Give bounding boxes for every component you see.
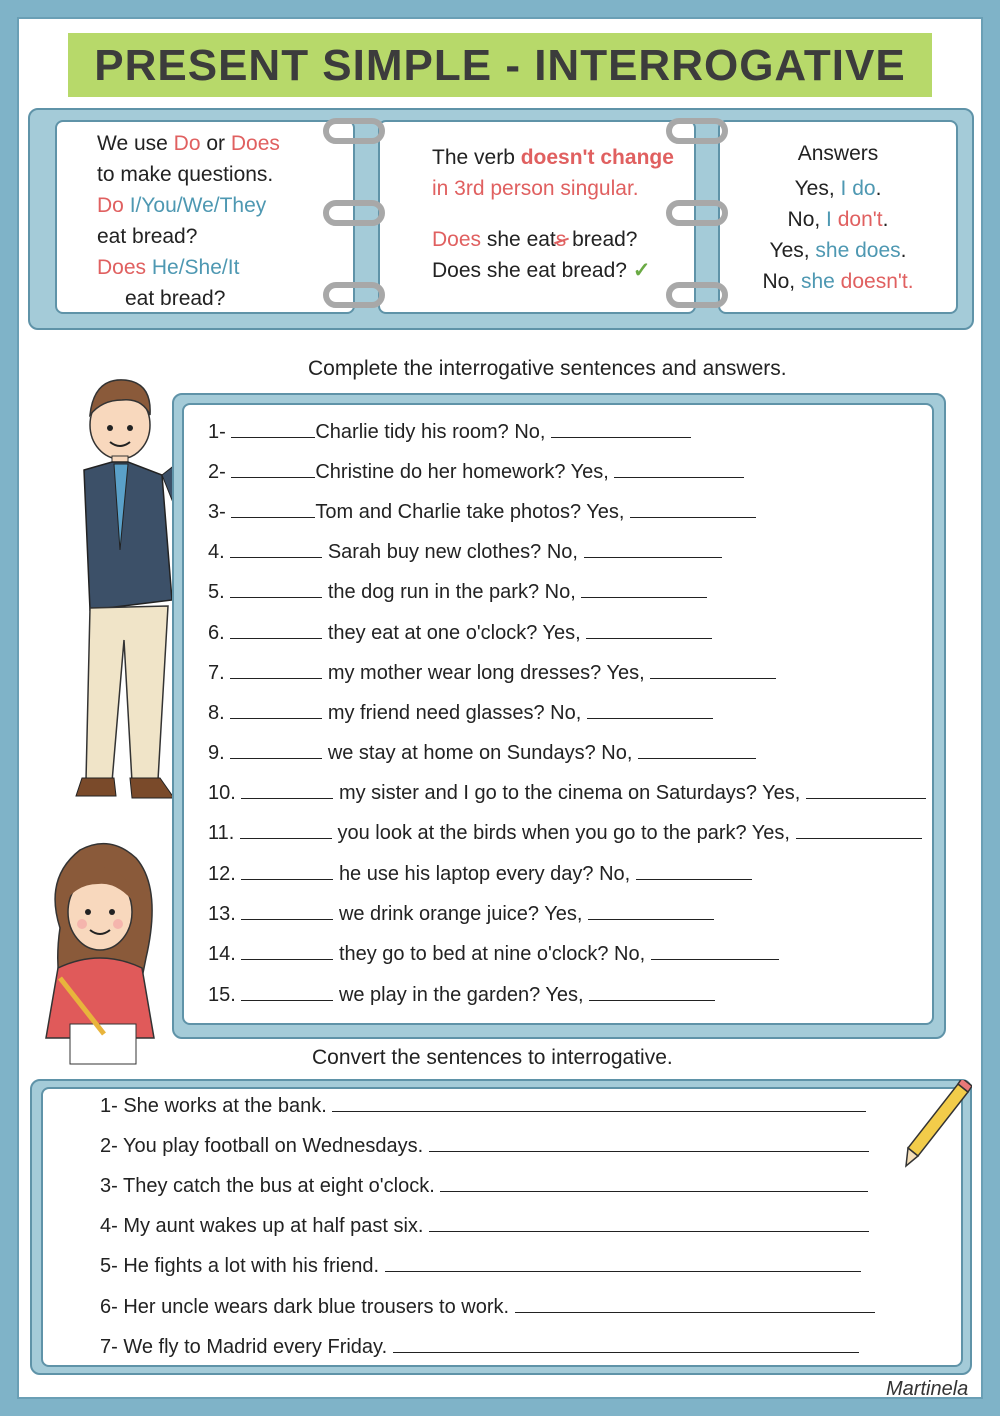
answer-blank[interactable] (241, 901, 333, 920)
exercise-line: 2- Christine do her homework? Yes, (208, 459, 744, 484)
answer-blank[interactable] (241, 861, 333, 880)
answer-blank[interactable] (584, 539, 722, 558)
exercise-line: 11. you look at the birds when you go to the park? Yes, (208, 820, 922, 845)
exercise-line: 14. they go to bed at nine o'clock? No, (208, 941, 779, 966)
answer-blank[interactable] (231, 459, 315, 478)
exercise-line: 1- Charlie tidy his room? No, (208, 419, 691, 444)
answer-blank[interactable] (588, 901, 714, 920)
answer-blank[interactable] (589, 982, 715, 1001)
answer-blank[interactable] (241, 780, 333, 799)
exercise-line: 9. we stay at home on Sundays? No, (208, 740, 756, 765)
answer-blank[interactable] (630, 499, 756, 518)
exercise-line: 13. we drink orange juice? Yes, (208, 901, 714, 926)
check-icon: ✓ (632, 259, 651, 282)
exercise-line: 10. my sister and I go to the cinema on Saturdays? Yes, (208, 780, 926, 805)
answer-blank[interactable] (650, 660, 776, 679)
conversion-line: 7- We fly to Madrid every Friday. (100, 1334, 859, 1359)
answer-blank[interactable] (231, 499, 315, 518)
answer-blank[interactable] (241, 982, 333, 1001)
exercise-line: 6. they eat at one o'clock? Yes, (208, 620, 712, 645)
answer-blank[interactable] (586, 620, 712, 639)
binder-ring-icon (666, 282, 728, 308)
panel-verb-rule: The verb doesn't change in 3rd person singular. Does she eats bread? Does she eat bread? ✓ (378, 120, 696, 314)
exercise-line: 3- Tom and Charlie take photos? Yes, (208, 499, 756, 524)
answer-blank[interactable] (231, 419, 315, 438)
panel-answers: Answers Yes, I do. No, I don't. Yes, she does. No, she doesn't. (718, 120, 958, 314)
panel-usage: We use Do or Does to make questions. Do I/You/We/They eat bread? Does He/She/It eat bread? (55, 120, 355, 314)
answer-blank[interactable] (230, 700, 322, 719)
binder-ring-icon (323, 200, 385, 226)
exercise-line: 12. he use his laptop every day? No, (208, 861, 752, 886)
pencil-icon (900, 1080, 972, 1170)
answer-blank[interactable] (796, 820, 922, 839)
binder-ring-icon (666, 118, 728, 144)
conversion-line: 3- They catch the bus at eight o'clock. (100, 1173, 868, 1198)
answer-blank[interactable] (515, 1294, 875, 1313)
girl-illustration (40, 838, 164, 1074)
exercise-line: 7. my mother wear long dresses? Yes, (208, 660, 776, 685)
answer-blank[interactable] (806, 780, 926, 799)
conversion-line: 1- She works at the bank. (100, 1093, 866, 1118)
answer-blank[interactable] (241, 941, 333, 960)
answer-blank[interactable] (429, 1213, 869, 1232)
answer-blank[interactable] (385, 1253, 861, 1272)
conversion-line: 6- Her uncle wears dark blue trousers to work. (100, 1294, 875, 1319)
answer-blank[interactable] (230, 620, 322, 639)
answer-blank[interactable] (393, 1334, 859, 1353)
answer-blank[interactable] (440, 1173, 868, 1192)
conversion-line: 4- My aunt wakes up at half past six. (100, 1213, 869, 1238)
exercise-line: 5. the dog run in the park? No, (208, 579, 707, 604)
answer-blank[interactable] (651, 941, 779, 960)
answer-blank[interactable] (230, 740, 322, 759)
answer-blank[interactable] (230, 660, 322, 679)
binder-ring-icon (323, 118, 385, 144)
exercise-line: 15. we play in the garden? Yes, (208, 982, 715, 1007)
conversion-line: 2- You play football on Wednesdays. (100, 1133, 869, 1158)
page-title: PRESENT SIMPLE - INTERROGATIVE (94, 41, 906, 90)
binder-ring-icon (666, 200, 728, 226)
answer-blank[interactable] (638, 740, 756, 759)
answer-blank[interactable] (230, 539, 322, 558)
answer-blank[interactable] (240, 820, 332, 839)
exercise-line: 8. my friend need glasses? No, (208, 700, 713, 725)
instruction-complete: Complete the interrogative sentences and answers. (308, 357, 787, 380)
conversion-line: 5- He fights a lot with his friend. (100, 1253, 861, 1278)
answer-blank[interactable] (636, 861, 752, 880)
author-signature: Martinela (886, 1378, 969, 1400)
answer-blank[interactable] (587, 700, 713, 719)
answer-blank[interactable] (332, 1093, 866, 1112)
answer-blank[interactable] (551, 419, 691, 438)
answer-blank[interactable] (230, 579, 322, 598)
answer-blank[interactable] (614, 459, 744, 478)
instruction-convert: Convert the sentences to interrogative. (312, 1046, 673, 1069)
answer-blank[interactable] (581, 579, 707, 598)
answer-blank[interactable] (429, 1133, 869, 1152)
binder-ring-icon (323, 282, 385, 308)
exercise-line: 4. Sarah buy new clothes? No, (208, 539, 722, 564)
teacher-illustration (72, 370, 180, 810)
